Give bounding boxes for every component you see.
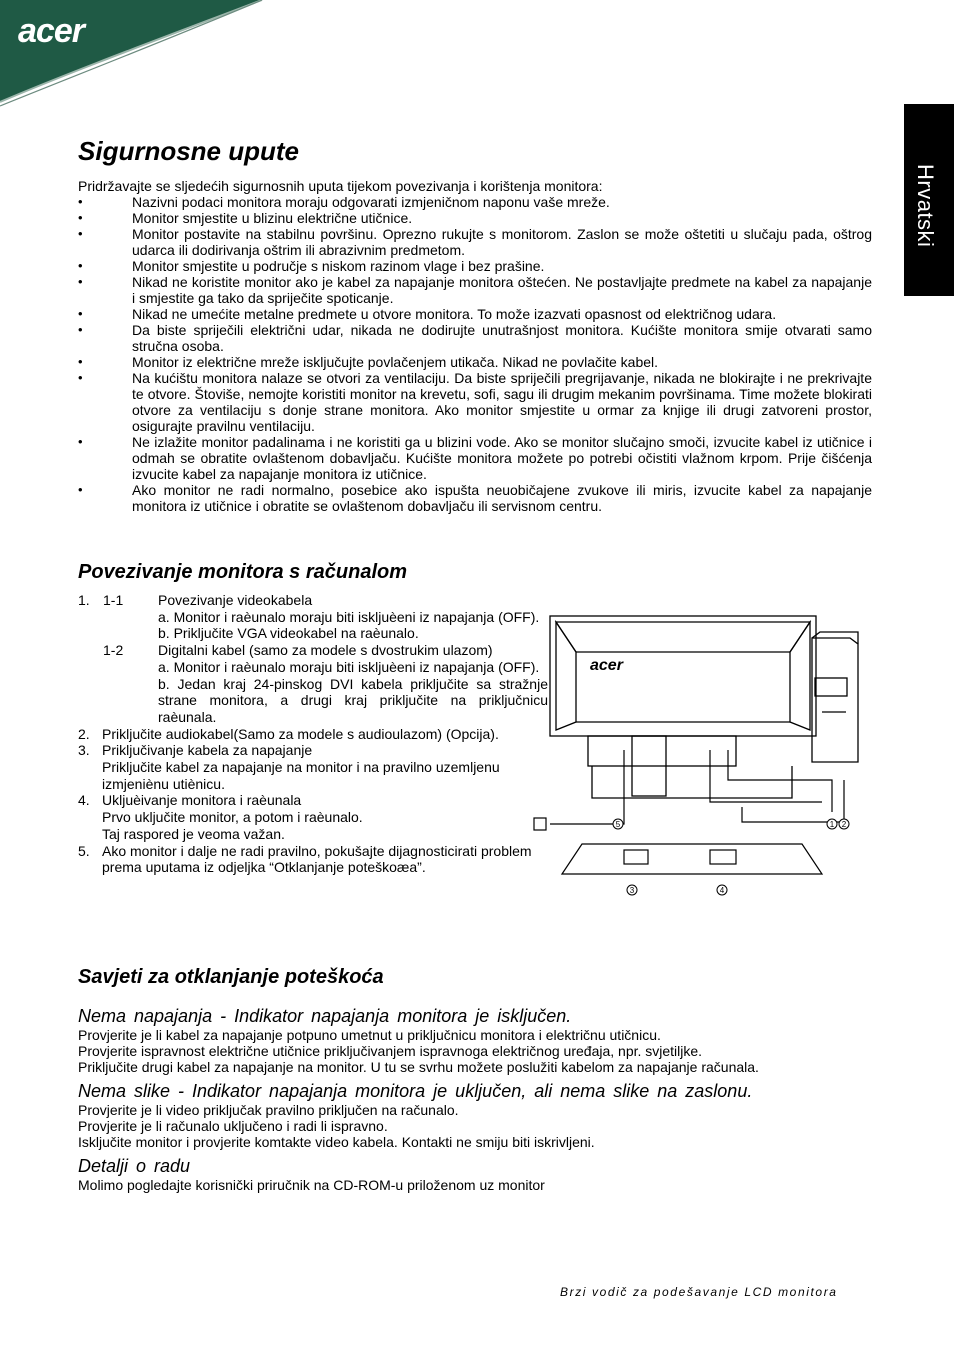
step-number: 5. [78,842,90,859]
no-image-tip: Provjerite je li računalo uključeno i radi li ispravno. [78,1118,388,1134]
list-item: • Nazivni podaci monitora moraju odgovarati izmjeničnom naponu vaše mreže. [78,194,872,210]
step-3 [78,742,548,759]
callout-5: 5 [615,820,621,829]
step-text: Ukljuèivanje monitora i raèunala [102,792,302,809]
cables-illustration [534,750,844,830]
safety-list [78,194,872,514]
step-text: Ako monitor i dalje ne radi pravilno, pokušajte dijagnosticirati problem prema uputama iz odjeljka “Otklanjanje poteškoæa”. [102,842,532,876]
monitor-back-illustration [550,616,816,798]
list-item: • Nikad ne umećite metalne predmete u otvore monitora. To može izazvati opasnost od električnog udara. [78,306,872,322]
step-number: 2. [78,725,90,742]
step-text: Priključivanje kabela za napajanje [102,742,313,759]
monitor-bottom-illustration [562,844,822,874]
pc-tower-illustration [812,632,858,762]
list-item: • Ne izlažite monitor padalinama i ne koristiti ga u blizini vode. Ako se monitor slučajno smoči, izvucite kabel iz utičnice i odmah se obratite ovlaštenom dobavljaču. Kućište monitora možete po potrebi očistiti vlažnom krpom. Prije čišćenja izvucite kabel za napajanje monitora iz utičnice. [78,434,872,482]
language-label: Hrvatski [913,164,938,248]
list-item: • Ako monitor ne radi normalno, posebice ako ispušta neuobičajene zvukove ili miris, izvucite kabel za napajanje monitora iz utičnice i obratite se ovlaštenom dobavljaču ili servisnom centru. [78,482,872,514]
substep-number: 1-2 [103,642,124,659]
no-power-tip: Priključite drugi kabel za napajanje na monitor. U tu se svrhu možete poslužiti kabelom za napajanje računala. [78,1059,759,1075]
callout-3: 3 [629,886,635,895]
substep-text: b. Jedan kraj 24-pinskog DVI kabela priključite sa stražnje strane monitora, a drugi kraj priključite na priključnicu raèunala. [158,675,548,725]
substep-text: a. Monitor i raèunalo moraju biti iskljuèeni iz napajanja (OFF). [158,658,540,675]
substep-title: Povezivanje videokabela [158,592,313,608]
step-number: 1. [78,592,90,608]
trouble-title: Savjeti za otklanjanje poteškoća [78,966,384,988]
language-tab [904,104,954,296]
list-item: • Nikad ne koristite monitor ako je kabel za napajanje monitora oštećen. Ne postavljajte predmete na kabel za napajanje i smjestite ga tako da spriječite spoticanje. [78,274,872,306]
list-item: • Na kućištu monitora nalaze se otvori za ventilaciju. Da biste spriječili pregrijavanje, nikada ne blokirajte i ne prekrivajte te otvore. Štoviše, nemojte koristiti monitor na krevetu, sofi, sagu ili drugim mekanim površinama. Time možete blokirati otvore za ventilaciju s donje strane monitora. Ako monitor smjestite u ormar za knjige ili drugi zatvoreni prostor, osigurajte pravilnu ventilaciju. [78,370,872,434]
no-power-heading: Nema napajanja - Indikator napajanja monitora je isključen. [78,1006,572,1026]
list-item: • Monitor smjestite u blizinu električne utičnice. [78,210,872,226]
substep-title: Digitalni kabel (samo za modele s dvostrukim ulazom) [158,642,493,659]
connect-title: Povezivanje monitora s računalom [78,561,407,583]
details-text: Molimo pogledajte korisnički priručnik na CD-ROM-u priloženom uz monitor [78,1177,545,1193]
connection-diagram [532,612,862,902]
details-heading: Detalji o radu [78,1156,191,1176]
step-5 [78,843,548,876]
step-number: 4. [78,792,90,809]
substep-text: a. Monitor i raèunalo moraju biti iskljuèeni iz napajanja (OFF). [158,608,540,625]
step-1-2 [78,642,548,659]
no-image-tip: Isključite monitor i provjerite komtakte video kabela. Kontakti ne smiju biti iskrivljeni. [78,1134,595,1150]
step-2 [78,726,548,743]
substep-number: 1-1 [103,592,124,608]
list-item: • Da biste spriječili električni udar, nikada ne dodirujte unutrašnjost monitora. Kućište monitora smije otvarati samo stručna osoba. [78,322,872,354]
safety-intro: Pridržavajte se sljedećih sigurnosnih uputa tijekom povezivanja i korištenja monitora: [78,178,603,194]
list-item: • Monitor iz električne mreže isključujte povlačenjem utikača. Nikad ne povlačite kabel. [78,354,872,370]
step-text: Priključite kabel za napajanje na monitor i na pravilno uzemljenu izmjeniènu utiènicu. [102,759,500,792]
step-text: Prvo uključite monitor, a potom i raèunalo. [102,809,363,826]
step-text: Priključite audiokabel(Samo za modele s audioulazom) (Opcija). [102,725,499,742]
callout-2: 2 [841,820,847,829]
header-banner [0,0,954,110]
callout-1: 1 [829,820,835,829]
step-1-1 [78,592,548,609]
list-item: • Monitor postavite na stabilnu površinu. Oprezno rukujte s monitorom. Zaslon se može oštetiti u slučaju pada, oštrog udarca ili dodirivanja oštrim ili abrazivnim predmetom. [78,226,872,258]
diagram-acer-logo: acer [590,657,623,674]
step-text: Taj raspored je veoma važan. [102,825,285,842]
substep-text: b. Priključite VGA videokabel na raèunalo. [158,625,419,642]
no-image-heading: Nema slike - Indikator napajanja monitora je uključen, ali nema slike na zaslonu. [78,1081,753,1101]
acer-logo: acer [18,12,84,50]
safety-title: Sigurnosne upute [78,136,299,166]
no-image-tip: Provjerite je li video priključak pravilno priključen na računalo. [78,1102,459,1118]
connect-steps [78,592,548,876]
no-power-tip: Provjerite je li kabel za napajanje potpuno umetnut u priključnicu monitora i električnu utičnicu. [78,1027,661,1043]
step-number: 3. [78,742,90,759]
step-4 [78,792,548,809]
list-item: • Monitor smjestite u područje s niskom razinom vlage i bez prašine. [78,258,872,274]
callout-4: 4 [719,886,725,895]
page-footer: Brzi vodič za podešavanje LCD monitora [560,1285,838,1299]
no-power-tip: Provjerite ispravnost električne utičnice priključivanjem ispravnoga električnog uređaja, npr. svjetiljke. [78,1043,703,1059]
troubleshooting-section [78,1004,878,1193]
